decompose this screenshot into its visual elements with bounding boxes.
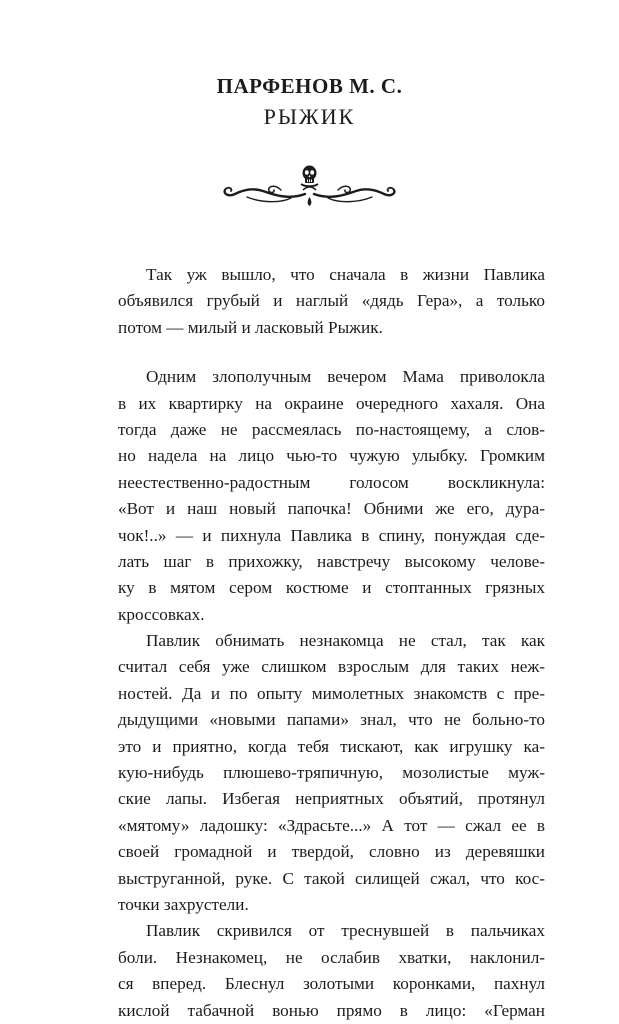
text-line: боли. Незнакомец, не ослабив хватки, наклонил- — [118, 947, 545, 967]
text-line: своей громадной и твердой, словно из деревяшки — [118, 842, 545, 862]
text-line: Павлик обнимать незнакомца не стал, так как — [146, 631, 545, 651]
text-line: Одним злополучным вечером Мама приволокла — [146, 367, 545, 387]
text-line: считал себя уже слишком взрослым для таких неж- — [118, 657, 545, 677]
text-line: ностей. Да и по опыту мимолетных знакомств с пре- — [118, 683, 545, 703]
story-text — [118, 262, 545, 1024]
text-line: но надела на лицо чью-то чужую улыбку. Громким — [118, 446, 545, 466]
text-line: ские лапы. Избегая неприятных объятий, протянул — [118, 789, 545, 809]
text-line: тогда даже не рассмеялась по-настоящему, а слов- — [118, 419, 545, 439]
text-line: объявился грубый и наглый «дядь Гера», а только — [118, 291, 545, 311]
text-line: точки захрустели. — [118, 894, 249, 914]
text-line: ся вперед. Блеснул золотыми коронками, пахнул — [118, 974, 545, 994]
text-line: кую-нибудь плюшево-тряпичную, мозолистые муж- — [118, 763, 545, 783]
text-line: кислой табачной вонью прямо в лицо: «Герман — [118, 1000, 545, 1020]
author-name: ПАРФЕНОВ М. С. — [216, 74, 403, 98]
text-line: в их квартирку на окраине очередного хахаля. Она — [118, 393, 545, 413]
paragraph — [118, 364, 545, 628]
paragraph — [118, 262, 545, 341]
text-line: ку в мятом сером костюме и стоптанных грязных — [118, 578, 545, 598]
paragraph-gap — [118, 341, 545, 364]
story-title: РЫЖИК — [263, 104, 356, 129]
text-line: дыдущими «новыми папами» знал, что не больно-то — [118, 710, 545, 730]
text-line: «Вот и наш новый папочка! Обними же его, дура- — [118, 499, 545, 519]
text-line: чок!..» — и пихнула Павлика в спину, понуждая сде- — [118, 525, 545, 545]
text-line: лать шаг в прихожку, навстречу высокому челове- — [118, 551, 545, 571]
text-line: выструганной, руке. С такой силищей сжал, что кос- — [118, 868, 545, 888]
paragraph — [118, 918, 545, 1024]
text-line: Так уж вышло, что сначала в жизни Павлика — [146, 265, 545, 284]
text-line: «мятому» ладошку: «Здрасьте...» А тот — сжал ее в — [118, 815, 545, 835]
text-line: Павлик скривился от треснувшей в пальчиках — [146, 921, 545, 941]
text-line: неестественно-радостным голосом воскликнула: — [118, 472, 545, 492]
text-line: кроссовках. — [118, 604, 205, 624]
text-line: это и приятно, когда тебя тискают, как игрушку ка- — [118, 736, 545, 756]
text-line: потом — милый и ласковый Рыжик. — [118, 317, 383, 337]
skull-flourish-ornament-icon — [219, 164, 400, 212]
paragraph — [118, 628, 545, 918]
